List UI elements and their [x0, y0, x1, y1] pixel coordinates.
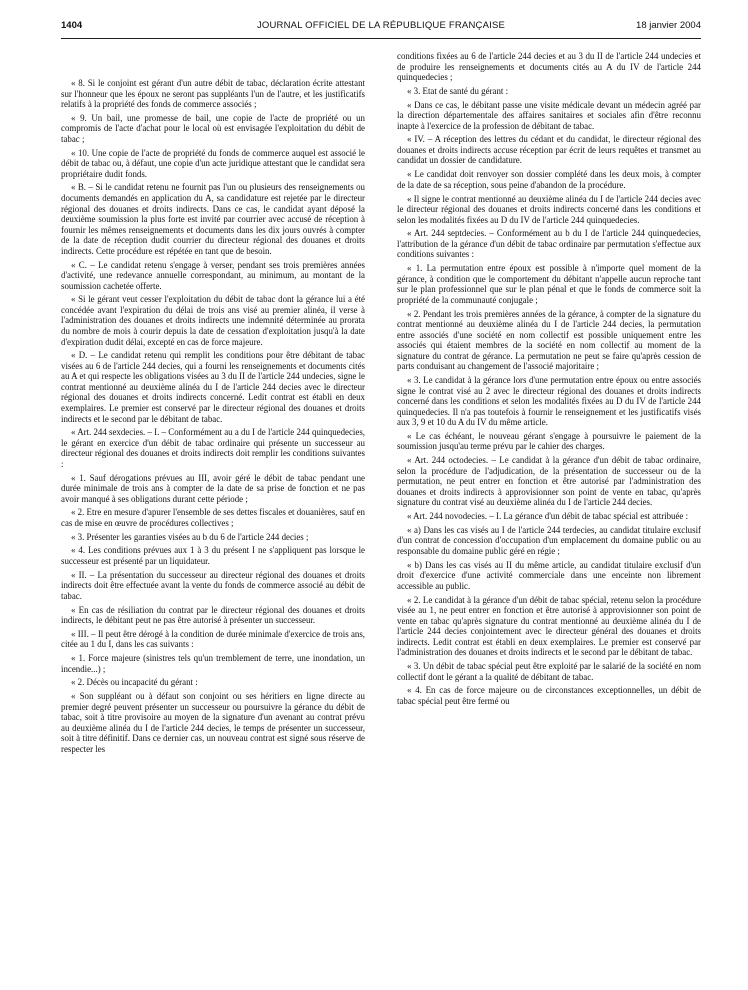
- paragraph: « 8. Si le conjoint est gérant d'un autre débit de tabac, déclaration écrite attestant sur l'honneur que les époux ne seront pas suppléants l'un de l'autre, et les justificatifs relatifs à la propriété des fonds de commerce associés ;: [61, 78, 365, 110]
- paragraph: « III. – Il peut être dérogé à la condition de durée minimale d'exercice de trois ans, citée au 1 du I, dans les cas suivants :: [61, 628, 365, 650]
- paragraph: « 9. Un bail, une promesse de bail, une copie de l'acte de propriété ou un compromis de l'acte d'achat pour le local où est envisagée l'exploitation du débit de tabac ;: [61, 112, 365, 144]
- paragraph: « 10. Une copie de l'acte de propriété du fonds de commerce auquel est associé le débit de tabac ou, à défaut, une copie d'un acte juridique attestant que le candidat sera propriétaire dudit fonds.: [61, 147, 365, 179]
- paragraph: « Dans ce cas, le débitant passe une visite médicale devant un médecin agréé par la direction départementale des affaires sanitaires et sociales afin d'être reconnu inapte à l'exercice de la profession de débitant de tabac.: [397, 99, 701, 131]
- issue-date: 18 janvier 2004: [636, 20, 701, 31]
- paragraph: « Art. 244 septdecies. – Conformément au b du I de l'article 244 quinquedecies, l'attribution de la gérance d'un débit de tabac ordinaire par permutation s'effectue aux conditions suivantes :: [397, 228, 701, 260]
- paragraph: « a) Dans les cas visés au I de l'article 244 terdecies, au candidat titulaire exclusif d'un contrat de concession d'occupation d'un emplacement du domaine public ou au responsable du domaine public géré en régie ;: [397, 524, 701, 556]
- page-number: 1404: [61, 20, 83, 31]
- paragraph: « 1. Sauf dérogations prévues au III, avoir géré le débit de tabac pendant une durée minimale de trois ans à compter de la date de sa prise de fonction et ne pas avoir manqué à ses obligations durant cette période ;: [61, 472, 365, 504]
- paragraph: « 2. Pendant les trois premières années de la gérance, à compter de la signature du contrat mentionné au deuxième alinéa du I de l'article 244 decies, la permutation entre associés d'une société en nom collectif est possible uniquement entre les associés qui étaient membres de la société en nom collectif au moment de la signature du contrat de gérance. La permutation ne peut se faire qu'après cession de parts conduisant au changement de l'associé majoritaire ;: [397, 308, 701, 372]
- paragraph: « Il signe le contrat mentionné au deuxième alinéa du I de l'article 244 decies avec le directeur régional des douanes et droits indirects concerné dans les conditions et selon les modalités fixées au D du IV de l'article 244 quinquedecies.: [397, 193, 701, 225]
- left-column: [61, 78, 365, 758]
- paragraph: « Si le gérant veut cesser l'exploitation du débit de tabac dont la gérance lui a été concédée avant l'expiration du délai de trois ans visé au premier alinéa, il verse à l'administration des douanes et droits indirects une indemnité déterminée au prorata du nombre de mois à courir depuis la date de cessation d'exploitation jusqu'à la date d'expiration dudit délai, excepté en cas de force majeure.: [61, 294, 365, 347]
- paragraph: « Art. 244 novodecies. – I. La gérance d'un débit de tabac spécial est attribuée :: [407, 511, 689, 522]
- page-header: [61, 18, 701, 36]
- paragraph: « 2. Le candidat à la gérance d'un débit de tabac spécial, retenu selon la procédure visée au 1, ne peut entrer en fonction et être autorisé à approvisionner son point de vente en tabac qu'après signature du contrat mentionné au deuxième alinéa du I de l'article 244 decies conjointement avec le directeur général des douanes et droits indirects. Ledit contrat est établi en deux exemplaires. Le premier est conservé par l'administration des douanes et droits indirects et le second par le débitant de tabac.: [397, 594, 701, 658]
- paragraph: « 1. La permutation entre époux est possible à n'importe quel moment de la gérance, à condition que le comportement du débitant n'appelle aucun reproche tant sur le plan professionnel que sur le plan pénal et que le fonds de commerce soit la propriété de la communauté conjugale ;: [397, 263, 701, 305]
- paragraph: « 2. Décès ou incapacité du gérant :: [71, 677, 198, 688]
- paragraph: « 3. Le candidat à la gérance lors d'une permutation entre époux ou entre associés signe le contrat visé au 2 avec le directeur régional des douanes et droits indirects concerné dans les conditions et selon les modalités fixées au D du IV de l'article 244 quinquedecies. Il n'a pas toutefois à fournir le renseignement et les justificatifs visés aux 3, 9 et 10 du A du IV du même article.: [397, 375, 701, 428]
- paragraph: « 2. Etre en mesure d'apurer l'ensemble de ses dettes fiscales et douanières, sauf en cas de mise en œuvre de procédures collectives ;: [61, 507, 365, 529]
- paragraph: « Le candidat doit renvoyer son dossier complété dans les deux mois, à compter de la date de sa réception, sous peine d'abandon de la procédure.: [397, 169, 701, 190]
- paragraph: « b) Dans les cas visés au II du même article, au candidat titulaire exclusif d'un droit d'exercice d'une activité commerciale dans une enceinte non librement accessible au public.: [397, 559, 701, 591]
- paragraph: « B. – Si le candidat retenu ne fournit pas l'un ou plusieurs des renseignements ou documents demandés en application du A, sa candidature est rejetée par le directeur régional des douanes et droits indirects. Dans ce cas, le candidat ayant déposé la deuxième soumission la plus forte est invité par courrier avec accusé de réception à fournir les mêmes renseignements et documents dans les dix jours ouvrés à compter de la date de réception dudit courrier du directeur régional des douanes et droits indirects. Cette procédure est répétée en tant que de besoin.: [61, 182, 365, 256]
- paragraph: « 3. Etat de santé du gérant :: [407, 85, 509, 96]
- paragraph: « 3. Présenter les garanties visées au b du 6 de l'article 244 decies ;: [71, 531, 309, 542]
- paragraph: « Art. 244 sexdecies. – I. – Conformément au a du I de l'article 244 quinquedecies, le gérant en exercice d'un débit de tabac ordinaire qui présente un successeur au directeur régional des douanes et droits indirects doit remplir les conditions suivantes :: [61, 427, 365, 469]
- paragraph: « Le cas échéant, le nouveau gérant s'engage à poursuivre le paiement de la soumission jusqu'au terme prévu par le cahier des charges.: [397, 430, 701, 452]
- paragraph: « Son suppléant ou à défaut son conjoint ou ses héritiers en ligne directe au premier degré peuvent présenter un successeur ou poursuivre la gérance du débit de tabac, soit à titre provisoire au moyen de la signature d'un avenant au contrat prévu au deuxième alinéa du I de l'article 244 decies, le temps de présenter un successeur, soit à titre définitif. Dans ce dernier cas, un nouveau contrat est signé sous réserve de respecter les: [61, 691, 365, 754]
- paragraph: « C. – Le candidat retenu s'engage à verser, pendant ses trois premières années d'activité, une redevance annuelle correspondant, au minimum, au montant de la soumission cachetée offerte.: [61, 259, 365, 291]
- paragraph: « II. – La présentation du successeur au directeur régional des douanes et droits indirects doit être effectuée avant la vente du fonds de commerce associé au débit de tabac.: [61, 569, 365, 601]
- journal-title: JOURNAL OFFICIEL DE LA RÉPUBLIQUE FRANÇAISE: [256, 20, 506, 31]
- paragraph: « 4. Les conditions prévues aux 1 à 3 du présent I ne s'appliquent pas lorsque le successeur est présenté par un liquidateur.: [61, 545, 365, 567]
- paragraph: conditions fixées au 6 de l'article 244 decies et au 3 du II de l'article 244 undecies et de produire les renseignements et documents cités au A du IV de l'article 244 quinquedecies ;: [397, 51, 701, 83]
- paragraph: « 3. Un débit de tabac spécial peut être exploité par le salarié de la société en nom collectif dont le gérant a la qualité de débitant de tabac.: [397, 660, 701, 682]
- paragraph: « D. – Le candidat retenu qui remplit les conditions pour être débitant de tabac visées au 6 de l'article 244 decies, qui a fourni les renseignements et documents cités au A et qui respecte les obligations visées au 3 du II de l'article 244 undecies, signe le contrat mentionné au deuxième alinéa du I de l'article 244 decies avec le directeur régional des douanes et droits indirects concerné. Ledit contrat est établi en deux exemplaires. Le premier est conservé par le directeur régional des douanes et droits indirects et le second par le débitant de tabac.: [61, 350, 365, 424]
- paragraph: « En cas de résiliation du contrat par le directeur régional des douanes et droits indirects, le débitant peut ne pas être autorisé à présenter un successeur.: [61, 604, 365, 626]
- right-column: [397, 51, 701, 710]
- paragraph: « 4. En cas de force majeure ou de circonstances exceptionnelles, un débit de tabac spécial peut être fermé ou: [397, 685, 701, 706]
- paragraph: « Art. 244 octodecies. – Le candidat à la gérance d'un débit de tabac ordinaire, selon la procédure de l'adjudication, de la présentation de successeur ou de la permutation, ne peut entrer en fonction et être autorisé par l'administration des douanes et droits indirects à approvisionner son point de vente en tabac, qu'après signature du contrat visé au deuxième alinéa du I de l'article 244 decies.: [397, 455, 701, 508]
- paragraph: « IV. – A réception des lettres du cédant et du candidat, le directeur régional des douanes et droits indirects accuse réception par écrit de leurs requêtes et transmet au candidat un dossier de candidature.: [397, 134, 701, 166]
- paragraph: « 1. Force majeure (sinistres tels qu'un tremblement de terre, une inondation, un incendie...) ;: [61, 653, 365, 674]
- header-rule: [61, 38, 701, 39]
